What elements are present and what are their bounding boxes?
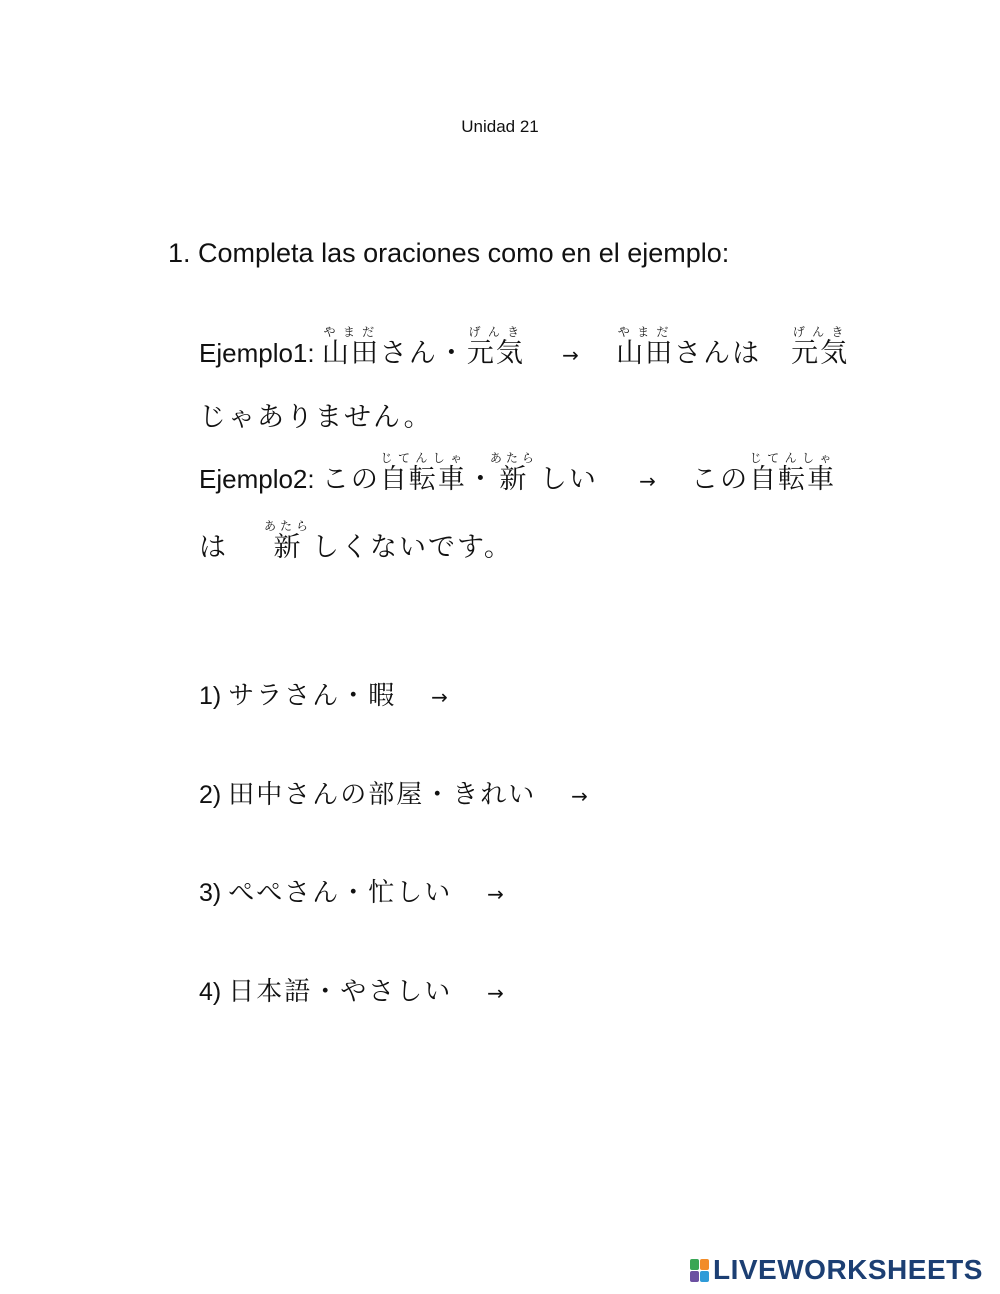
arrow-icon: → <box>639 469 656 493</box>
example2-label: Ejemplo2: <box>199 464 315 494</box>
question-title: 1. Completa las oraciones como en el ejemplo: <box>168 238 730 268</box>
kanji-genki-answer: 元気げんき <box>791 325 850 368</box>
arrow-icon: → <box>571 784 588 808</box>
example2-wa: は <box>199 532 228 562</box>
arrow-icon: → <box>487 882 504 906</box>
exercise-item <box>199 774 588 811</box>
kanji-jitensha-answer: 自転車じてんしゃ <box>749 451 837 494</box>
example1-label: Ejemplo1: <box>199 338 315 368</box>
exercise-item <box>199 675 448 712</box>
item-text: 日本語・やさしい <box>228 976 453 1006</box>
kanji-yamada-answer: 山田やまだ <box>616 325 675 368</box>
example2-answer-rest: 新あたらしくないです。 <box>264 519 513 562</box>
item-text: ぺぺさん・忙しい <box>228 877 453 907</box>
kanji-atara-answer: 新あたら <box>264 519 313 562</box>
arrow-icon: → <box>431 685 448 709</box>
example2-line2 <box>199 519 513 564</box>
exercise-item <box>199 971 504 1008</box>
arrow-icon: → <box>487 981 504 1005</box>
example2-answer: この自転車じてんしゃ <box>691 451 837 494</box>
arrow-icon: → <box>562 343 579 367</box>
liveworksheets-logo <box>690 1254 983 1286</box>
logo-icon <box>690 1259 709 1282</box>
page-header: Unidad 21 <box>461 117 539 136</box>
exercise-item <box>199 872 504 909</box>
example1-prompt: 山田やまださん・元気げんき <box>321 325 525 368</box>
item-number: 1) <box>199 682 222 710</box>
item-text: サラさん・暇 <box>228 680 397 710</box>
kanji-genki: 元気げんき <box>466 325 525 368</box>
item-number: 3) <box>199 879 222 907</box>
example2-prompt: この自転車じてんしゃ・新あたらしい <box>321 451 598 494</box>
example1-line2: じゃありません。 <box>199 402 433 432</box>
kanji-yamada: 山田やまだ <box>321 325 380 368</box>
kanji-jitensha: 自転車じてんしゃ <box>379 451 467 494</box>
example2-line1 <box>199 451 836 496</box>
item-text: 田中さんの部屋・きれい <box>228 779 537 809</box>
logo-text: LIVEWORKSHEETS <box>713 1254 983 1285</box>
item-number: 2) <box>199 781 222 809</box>
kanji-atara: 新あたら <box>489 451 538 494</box>
item-number: 4) <box>199 978 222 1006</box>
example1-line1 <box>199 325 849 370</box>
example1-answer: 山田やまださんは 元気げんき <box>616 325 850 368</box>
